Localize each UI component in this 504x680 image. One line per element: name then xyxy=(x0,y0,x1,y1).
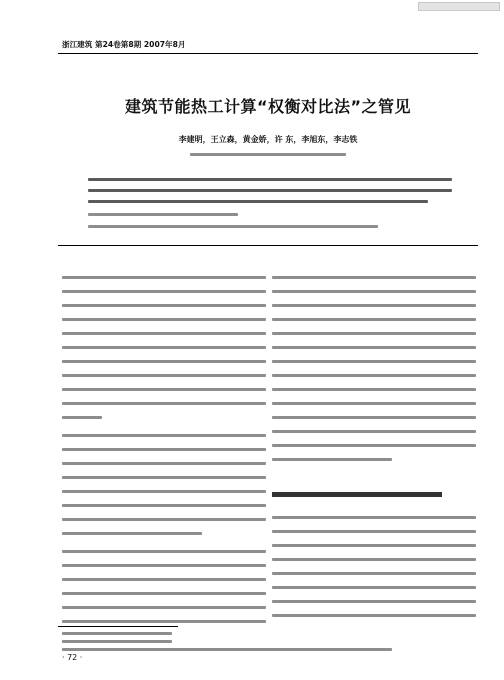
article-title: 建筑节能热工计算“权衡对比法”之管见 xyxy=(124,97,412,116)
footnote-rule xyxy=(58,626,178,627)
abstract-rule xyxy=(58,245,478,246)
header-rule xyxy=(58,53,478,54)
library-stamp xyxy=(418,2,500,11)
author-line: 李建明，王立森，黄金娇，许 东，李旭东，李志铁 xyxy=(178,135,358,144)
journal-header: 浙江建筑 第24卷第8期 2007年8月 xyxy=(62,40,186,49)
page-number: · 72 · xyxy=(62,653,83,662)
section-heading xyxy=(272,492,442,497)
